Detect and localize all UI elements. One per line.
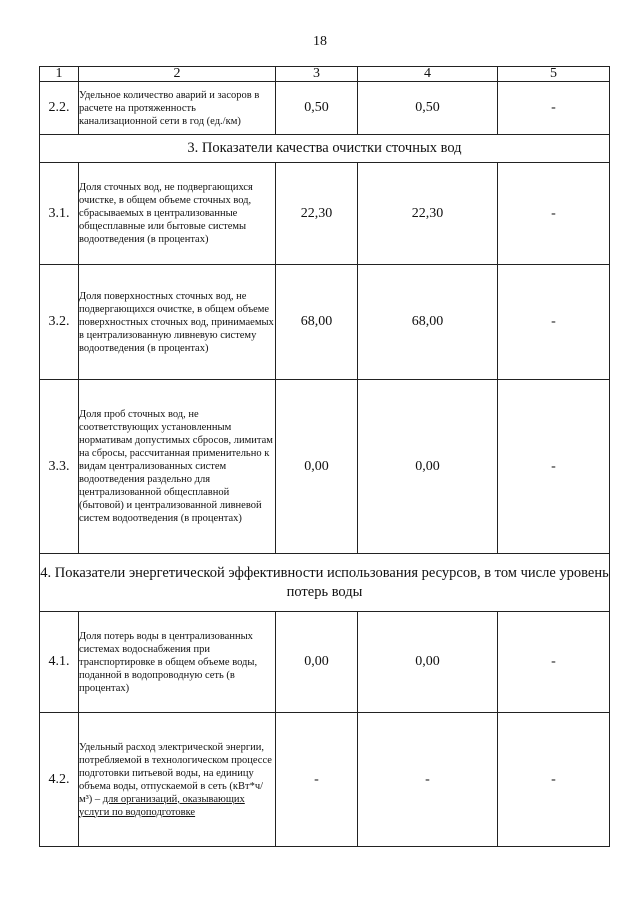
value-col3: 22,30	[276, 163, 358, 265]
indicator-description: Удельное количество аварий и засоров в расчете на протяженность канализационной сети в год (ед./км)	[79, 82, 276, 135]
indicator-description: Доля потерь воды в централизованных системах водоснабжения при транспортировке в общем объеме воды, поданной в водопроводную сеть (в процентах)	[79, 612, 276, 713]
description-underlined-text: для организаций, оказывающих услуги по водоподготовке	[79, 793, 245, 818]
table-row	[40, 163, 610, 265]
row-number: 4.2.	[40, 713, 79, 847]
column-header-2: 2	[79, 67, 276, 82]
page-number: 18	[313, 34, 327, 49]
row-number: 4.1.	[40, 612, 79, 713]
table-row	[40, 612, 610, 713]
value-col3: 0,50	[276, 82, 358, 135]
row-number: 3.3.	[40, 380, 79, 554]
row-number: 3.1.	[40, 163, 79, 265]
table-header-row	[40, 67, 610, 82]
section-heading-row	[40, 554, 610, 612]
value-col5: -	[498, 265, 610, 380]
value-col4: 0,50	[358, 82, 498, 135]
value-col4: 68,00	[358, 265, 498, 380]
value-col5: -	[498, 380, 610, 554]
column-header-4: 4	[358, 67, 498, 82]
table-row	[40, 82, 610, 135]
value-col4: 22,30	[358, 163, 498, 265]
indicator-description: Доля проб сточных вод, не соответствующих установленным нормативам допустимых сбросов, лимитам на сбросы, рассчитанная применительно к видам централизованных систем водоотведения раздельно для централизованной общесплавной (бытовой) и централизованной ливневой систем водоотведения (в процентах)	[79, 380, 276, 554]
value-col3: -	[276, 713, 358, 847]
table-row	[40, 713, 610, 847]
value-col5: -	[498, 713, 610, 847]
value-col5: -	[498, 612, 610, 713]
table-row	[40, 265, 610, 380]
description-text: Удельный расход электрической энергии, потребляемой в технологическом процессе подготовки питьевой воды, на единицу объема воды, отпускаемой в сеть (кВт*ч/м³) –	[79, 741, 272, 805]
value-col3: 0,00	[276, 380, 358, 554]
value-col4: 0,00	[358, 380, 498, 554]
row-number: 3.2.	[40, 265, 79, 380]
indicators-table	[39, 66, 610, 847]
indicator-description: Доля сточных вод, не подвергающихся очистке, в общем объеме сточных вод, сбрасываемых в централизованные общесплавные или бытовые системы водоотведения (в процентах)	[79, 163, 276, 265]
section-heading: 4. Показатели энергетической эффективности использования ресурсов, в том числе уровень потерь воды	[40, 554, 610, 612]
value-col4: -	[358, 713, 498, 847]
value-col5: -	[498, 82, 610, 135]
column-header-5: 5	[498, 67, 610, 82]
section-heading-row	[40, 135, 610, 163]
column-header-3: 3	[276, 67, 358, 82]
value-col4: 0,00	[358, 612, 498, 713]
value-col5: -	[498, 163, 610, 265]
value-col3: 0,00	[276, 612, 358, 713]
indicator-description	[79, 713, 276, 847]
section-heading: 3. Показатели качества очистки сточных вод	[40, 135, 610, 163]
table-row	[40, 380, 610, 554]
value-col3: 68,00	[276, 265, 358, 380]
indicator-description: Доля поверхностных сточных вод, не подвергающихся очистке, в общем объеме поверхностных сточных вод, принимаемых в централизованную ливневую систему водоотведения (в процентах)	[79, 265, 276, 380]
column-header-1: 1	[40, 67, 79, 82]
row-number: 2.2.	[40, 82, 79, 135]
